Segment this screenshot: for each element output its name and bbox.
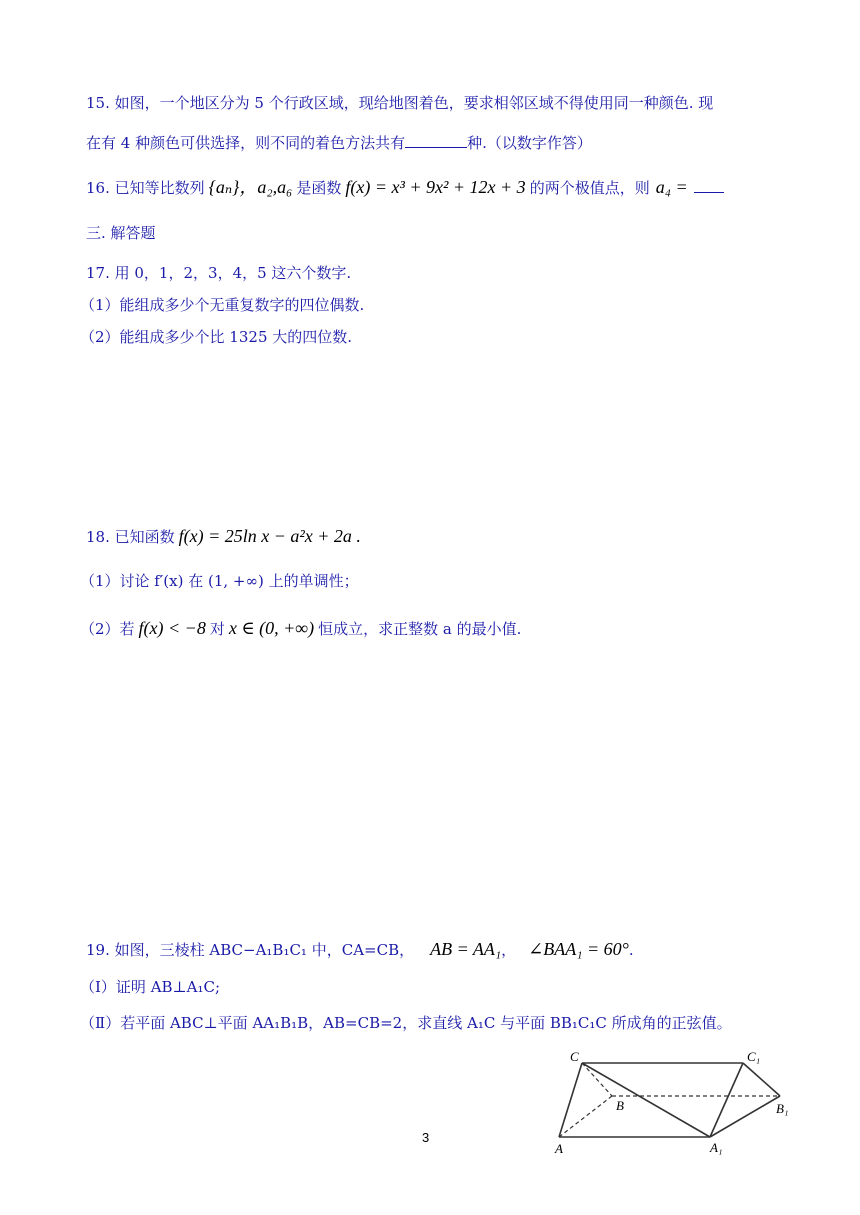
vertex-label-b: B xyxy=(616,1098,624,1113)
q18-part1: （1）讨论 f′(x) 在 (1, +∞) 上的单调性； xyxy=(80,572,359,590)
q16-function: f(x) = x³ + 9x² + 12x + 3 xyxy=(345,177,526,197)
q15-text-a: 在有 4 种颜色可供选择，则不同的着色方法共有 xyxy=(86,134,406,152)
q18-part2-c: 恒成立，求正整数 a 的最小值. xyxy=(318,620,522,638)
q16-sequence: {aₙ}，a₂,a₆ xyxy=(208,177,293,197)
q16-mid: 是函数 xyxy=(296,179,342,197)
vertex-label-a1: A₁ xyxy=(710,1140,723,1155)
prism-solid-edges xyxy=(559,1063,780,1137)
edge-c1-a1 xyxy=(710,1063,743,1137)
vertex-label-b1: B₁ xyxy=(776,1101,789,1116)
page-number: 3 xyxy=(422,1130,430,1145)
q18-function: f(x) = 25ln x − a²x + 2a . xyxy=(178,526,361,546)
q18-inequality: f(x) < −8 xyxy=(138,618,206,638)
prism-hidden-edges xyxy=(559,1063,780,1137)
q15-line1: 15. 如图，一个地区分为 5 个行政区域，现给地图着色，要求相邻区域不得使用同一种颜色. 现 xyxy=(86,94,714,112)
q18-domain: x ∈ (0, +∞) xyxy=(228,618,315,638)
q15-line2 xyxy=(86,131,592,154)
q19-stem xyxy=(86,938,634,961)
q19-separator: ， xyxy=(501,941,517,959)
q19-equation-1: AB = AA₁ xyxy=(430,939,502,959)
section-heading: 三. 解答题 xyxy=(86,224,156,242)
q19-part1: （Ⅰ）证明 AB⊥A₁C; xyxy=(80,978,221,996)
q16-suffix: 的两个极值点，则 xyxy=(529,179,650,197)
q17-part1: （1）能组成多少个无重复数字的四位偶数. xyxy=(80,296,365,314)
q19-stem-text: 19. 如图，三棱柱 ABC−A₁B₁C₁ 中，CA=CB， xyxy=(86,941,415,959)
edge-a1-b1 xyxy=(710,1096,780,1137)
q18-part2 xyxy=(80,617,521,640)
edge-c-a xyxy=(559,1063,582,1137)
q19-part2: （Ⅱ）若平面 ABC⊥平面 AA₁B₁B，AB=CB=2，求直线 A₁C 与平面 BB₁C₁C 所成角的正弦值。 xyxy=(80,1014,732,1032)
q17-stem: 17. 用 0，1，2，3，4，5 这六个数字. xyxy=(86,264,352,282)
edge-c1-b1 xyxy=(743,1063,780,1096)
q16-line xyxy=(86,176,724,199)
vertex-label-c: C xyxy=(570,1049,579,1064)
q19-equation-2: ∠BAA₁ = 60° xyxy=(528,939,629,959)
edge-c-a1 xyxy=(582,1063,710,1137)
q18-part2-b: 对 xyxy=(209,620,225,638)
answer-blank-16 xyxy=(694,176,724,193)
q16-target: a₄ = xyxy=(655,177,688,197)
q18-prefix: 18. 已知函数 xyxy=(86,528,175,546)
vertex-label-c1: C₁ xyxy=(747,1049,761,1064)
q16-prefix: 16. 已知等比数列 xyxy=(86,179,205,197)
q17-part2: （2）能组成多少个比 1325 大的四位数. xyxy=(80,328,353,346)
vertex-label-a: A xyxy=(555,1141,563,1156)
edge-a-b xyxy=(559,1096,612,1137)
q19-stem-end: . xyxy=(628,941,634,959)
answer-blank-15 xyxy=(405,131,467,148)
q18-stem xyxy=(86,525,361,548)
q18-part2-a: （2）若 xyxy=(80,620,135,638)
edge-c-b xyxy=(582,1063,612,1096)
q15-text-b: 种.（以数字作答） xyxy=(467,134,592,152)
